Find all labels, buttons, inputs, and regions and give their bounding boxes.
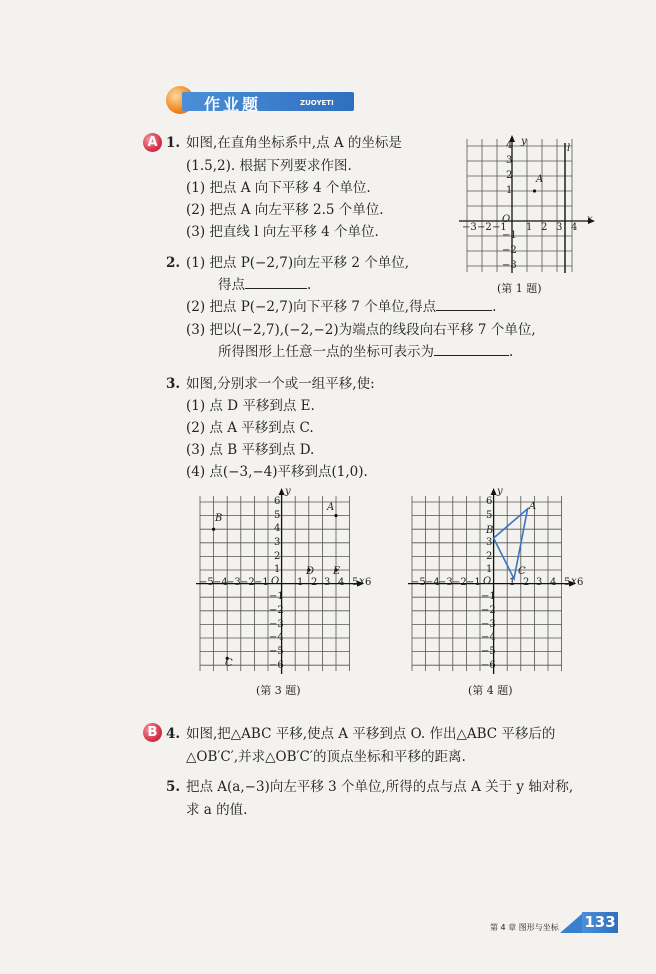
fig3-y-tick: 2 <box>274 551 281 562</box>
q2-answer-blank-2 <box>436 299 492 311</box>
q1-part1: (1) 把点 A 向下平移 4 个单位. <box>186 180 371 196</box>
q3-part2: (2) 点 A 平移到点 C. <box>186 420 314 436</box>
q2-part1-line2: 得点 . <box>218 277 312 293</box>
fig1-x-tick: 4 <box>571 222 578 233</box>
fig1-y-tick: 2 <box>506 170 513 181</box>
fig4-y-tick: −6 <box>481 660 496 671</box>
fig4-y-tick: 1 <box>486 564 493 575</box>
fig4-x-tick: 3 <box>536 577 543 588</box>
fig3-y-tick: −3 <box>269 619 284 630</box>
fig1-x-tick: −2 <box>477 222 492 233</box>
fig4-x-tick: 6 <box>577 577 584 588</box>
fig3-x-tick: 5 <box>352 577 359 588</box>
fig4-y-tick: 6 <box>486 496 493 507</box>
fig4-y-tick: −1 <box>481 591 496 602</box>
fig3-caption: (第 3 题) <box>256 684 301 697</box>
q2-part2: (2) 把点 P(−2,7)向下平移 7 个单位,得点 . <box>186 299 497 315</box>
fig4-y-tick: −3 <box>481 619 496 630</box>
fig1-y-tick: 3 <box>506 155 513 166</box>
q2-part3-line1: (3) 把以(−2,7),(−2,−2)为端点的线段向右平移 7 个单位, <box>186 322 536 338</box>
fig1-origin-label: O <box>502 214 511 225</box>
q1-line1: 如图,在直角坐标系中,点 A 的坐标是 <box>186 135 402 151</box>
fig4-x-tick: 4 <box>550 577 557 588</box>
fig3-y-tick: 6 <box>274 496 281 507</box>
fig3-point-b <box>212 528 215 531</box>
fig1-y-tick: 4 <box>506 140 513 151</box>
q2-answer-blank-3 <box>434 344 509 356</box>
q3-line1: 如图,分别求一个或一组平移,使: <box>186 376 375 392</box>
fig3-x-tick: −5 <box>199 577 214 588</box>
q2-answer-blank-1 <box>245 277 307 289</box>
fig3-label-a: A <box>327 502 335 513</box>
fig3-origin-label: O <box>271 576 280 587</box>
header-title: 作业题 <box>204 95 262 114</box>
fig4-x-tick: −4 <box>425 577 440 588</box>
fig3-x-tick: −2 <box>240 577 255 588</box>
fig3-label-c: C <box>225 658 233 669</box>
q2-part1-line1: (1) 把点 P(−2,7)向左平移 2 个单位, <box>186 255 410 271</box>
level-a-badge-icon: A <box>143 133 162 152</box>
fig3-y-tick: 5 <box>274 510 281 521</box>
fig4-x-tick: −1 <box>466 577 481 588</box>
fig1-x-tick: 3 <box>556 222 563 233</box>
q3-part1: (1) 点 D 平移到点 E. <box>186 398 315 414</box>
fig4-y-tick: 5 <box>486 510 493 521</box>
q5-line2: 求 a 的值. <box>186 802 248 818</box>
q4-number: 4. <box>166 726 181 742</box>
fig4-x-tick: 5 <box>564 577 571 588</box>
fig1-y-tick: −3 <box>502 260 517 271</box>
fig1-y-tick: 1 <box>506 185 513 196</box>
fig3-point-a <box>334 514 337 517</box>
fig1-label-l: l <box>567 143 571 154</box>
fig1-x-tick: −3 <box>462 222 477 233</box>
level-b-badge-icon: B <box>143 723 162 742</box>
footer-page-tab-icon <box>560 912 584 933</box>
q1-part2: (2) 把点 A 向左平移 2.5 个单位. <box>186 202 384 218</box>
q2-part3-line2: 所得图形上任意一点的坐标可表示为 . <box>218 344 514 360</box>
fig4-caption: (第 4 题) <box>468 684 513 697</box>
fig3-x-axis-label: x <box>359 576 365 587</box>
fig3-x-tick: 2 <box>311 577 318 588</box>
q1-line2: (1.5,2). 根据下列要求作图. <box>186 158 352 174</box>
fig3-x-tick: 4 <box>338 577 345 588</box>
fig3-y-tick: −6 <box>269 660 284 671</box>
q5-line1: 把点 A(a,−3)向左平移 3 个单位,所得的点与点 A 关于 y 轴对称, <box>186 779 574 795</box>
fig1-x-tick: 2 <box>541 222 548 233</box>
fig1-x-tick: 1 <box>526 222 533 233</box>
fig3-x-tick: 6 <box>365 577 372 588</box>
fig3-x-tick: 1 <box>297 577 304 588</box>
fig4-x-tick: 1 <box>509 577 516 588</box>
fig4-y-axis-label: y <box>497 486 503 497</box>
page-number: 133 <box>582 912 618 933</box>
fig1-y-axis-label: y <box>521 136 527 147</box>
fig4-y-tick: −5 <box>481 646 496 657</box>
fig3-label-e: E <box>333 566 341 577</box>
fig1-coordinate-grid <box>455 133 600 275</box>
fig4-x-tick: −2 <box>452 577 467 588</box>
fig3-y-tick: −5 <box>269 646 284 657</box>
fig4-y-tick: −4 <box>481 632 496 643</box>
fig4-label-a: A <box>529 501 537 512</box>
fig3-y-axis-label: y <box>285 486 291 497</box>
q3-part3: (3) 点 B 平移到点 D. <box>186 442 315 458</box>
fig4-origin-label: O <box>483 576 492 587</box>
q4-line1: 如图,把△ABC 平移,使点 A 平移到点 O. 作出△ABC 平移后的 <box>186 726 556 742</box>
fig3-label-b: B <box>215 513 223 524</box>
fig3-y-tick: 3 <box>274 537 281 548</box>
fig4-x-tick: −3 <box>438 577 453 588</box>
q3-number: 3. <box>166 376 181 392</box>
q3-part4: (4) 点(−3,−4)平移到点(1,0). <box>186 464 368 480</box>
fig3-x-tick: −1 <box>254 577 269 588</box>
q5-number: 5. <box>166 779 181 795</box>
header-pinyin: ZUOYETI <box>300 99 334 107</box>
fig3-x-tick: 3 <box>324 577 331 588</box>
fig3-y-tick: −4 <box>269 632 284 643</box>
fig1-caption: (第 1 题) <box>497 282 542 295</box>
fig3-y-tick: 1 <box>274 564 281 575</box>
fig1-point-a <box>533 189 536 192</box>
fig4-y-tick: 2 <box>486 551 493 562</box>
q1-part3: (3) 把直线 l 向左平移 4 个单位. <box>186 224 379 240</box>
q1-number: 1. <box>166 135 181 151</box>
fig1-x-tick: −1 <box>492 222 507 233</box>
fig4-x-tick: 2 <box>523 577 530 588</box>
fig4-label-b: B <box>486 525 494 536</box>
fig4-label-c: C <box>518 566 526 577</box>
q4-line2: △OB′C′,并求△OB′C′的顶点坐标和平移的距离. <box>186 749 466 765</box>
fig1-y-tick: −1 <box>502 230 517 241</box>
fig4-y-tick: −2 <box>481 605 496 616</box>
fig1-x-axis-label: x <box>587 214 593 225</box>
fig1-label-a: A <box>536 174 544 185</box>
fig4-y-tick: 3 <box>486 537 493 548</box>
fig4-x-tick: −5 <box>411 577 426 588</box>
fig1-y-tick: −2 <box>502 245 517 256</box>
footer-chapter: 第 4 章 图形与坐标 <box>490 923 559 932</box>
q2-number: 2. <box>166 255 181 271</box>
fig3-y-tick: −2 <box>269 605 284 616</box>
fig3-x-tick: −4 <box>213 577 228 588</box>
fig3-y-tick: 4 <box>274 523 281 534</box>
fig4-x-axis-label: x <box>571 576 577 587</box>
fig3-y-tick: −1 <box>269 591 284 602</box>
fig3-label-d: D <box>306 566 315 577</box>
fig3-x-tick: −3 <box>226 577 241 588</box>
